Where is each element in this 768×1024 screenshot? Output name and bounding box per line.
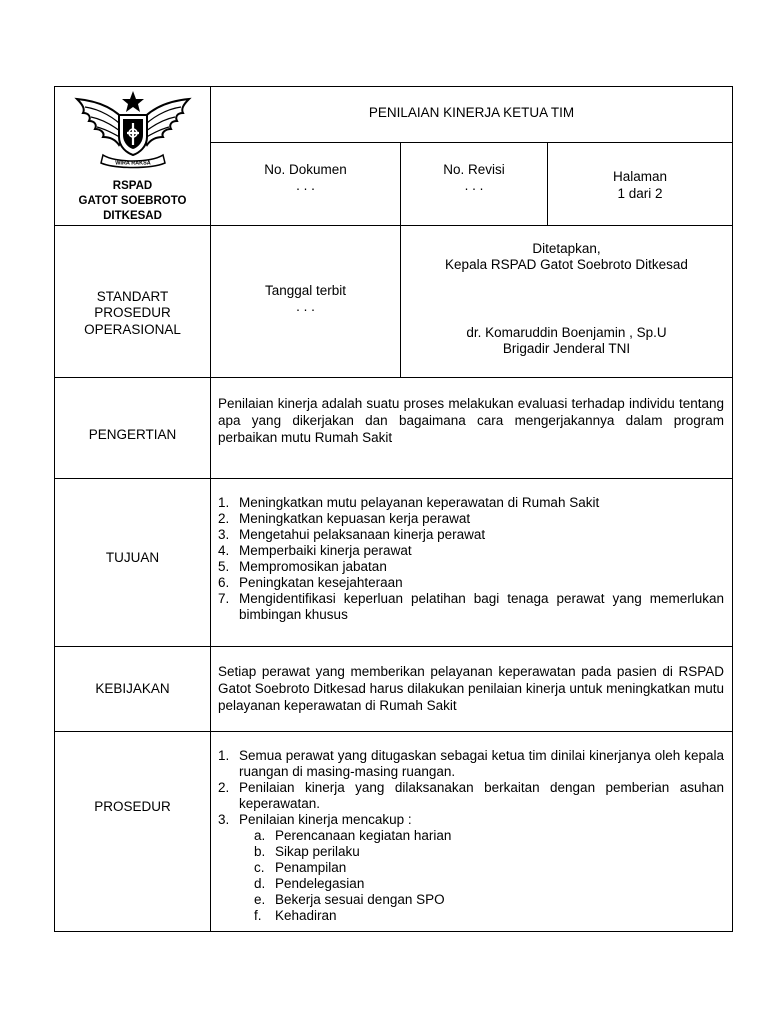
list-item-text: Mempromosikan jabatan: [239, 559, 387, 574]
tanggal-terbit-cell: [211, 226, 401, 378]
sublist-item: [218, 844, 732, 860]
approval-cell: [401, 226, 733, 378]
kepala-text: Kepala RSPAD Gatot Soebroto Ditkesad: [445, 257, 688, 272]
list-item-text: Mengidentifikasi keperluan pelatihan bagi tenaga perawat yang memerlukan bimbingan khusus: [239, 591, 724, 622]
org-name-line: DITKESAD: [103, 210, 162, 222]
halaman-value: 1 dari 2: [617, 186, 663, 201]
prosedur-list-cell: [211, 732, 733, 932]
list-item-text: Meningkatkan mutu pelayanan keperawatan di Rumah Sakit: [239, 495, 600, 510]
organization-name: [55, 179, 210, 224]
list-item: [218, 575, 724, 591]
list-item-text: Memperbaiki kinerja perawat: [239, 543, 412, 558]
list-item: [218, 511, 724, 527]
list-number: 2.: [218, 780, 230, 795]
sublist-item: [218, 908, 732, 924]
org-name-line: GATOT SOEBROTO: [78, 195, 187, 207]
sublist-item-text: Sikap perilaku: [275, 844, 360, 859]
sop-table: [54, 86, 733, 932]
logo-cell: [55, 87, 211, 226]
list-number: 5.: [218, 559, 230, 574]
sublist-letter: a.: [254, 828, 266, 843]
halaman-cell: [548, 143, 733, 226]
no-revisi-label: No. Revisi: [443, 162, 505, 177]
list-number: 7.: [218, 591, 230, 606]
sop-label-line: PROSEDUR: [94, 305, 171, 321]
list-number: 6.: [218, 575, 230, 590]
list-item: [218, 591, 724, 623]
no-revisi-cell: [401, 143, 548, 226]
tanggal-terbit-label: Tanggal terbit: [264, 282, 347, 298]
sublist-item: [218, 876, 732, 892]
no-dokumen-value: . . .: [296, 178, 315, 193]
sublist-item: [218, 892, 732, 908]
sublist-letter: d.: [254, 876, 266, 891]
sublist-letter: e.: [254, 892, 266, 907]
list-item: [218, 527, 724, 543]
sublist-item: [218, 828, 732, 844]
list-item-text: Penilaian kinerja mencakup :: [239, 812, 412, 827]
rspad-emblem-logo: [69, 89, 197, 171]
list-item: [218, 812, 724, 828]
sublist-letter: b.: [254, 844, 266, 859]
no-dokumen-label: No. Dokumen: [264, 162, 347, 177]
halaman-label: Halaman: [612, 169, 668, 184]
list-item-text: Meningkatkan kepuasan kerja perawat: [239, 511, 471, 526]
sop-label-line: STANDART: [96, 288, 169, 304]
list-number: 1.: [218, 495, 230, 510]
kebijakan-label: KEBIJAKAN: [55, 647, 211, 732]
list-number: 3.: [218, 527, 230, 542]
list-item: [218, 780, 724, 812]
list-item: [218, 495, 724, 511]
sublist-letter: c.: [254, 860, 265, 875]
document-title: PENILAIAN KINERJA KETUA TIM: [211, 87, 733, 143]
logo-motto: WIRA RAKSA: [115, 160, 151, 167]
list-item: [218, 543, 724, 559]
tanggal-terbit-value: . . .: [296, 298, 315, 314]
sublist-letter: f.: [254, 908, 262, 923]
sublist-item: [218, 860, 732, 876]
tujuan-list-cell: [211, 479, 733, 647]
prosedur-label: PROSEDUR: [55, 732, 211, 932]
sublist-item-text: Perencanaan kegiatan harian: [275, 828, 452, 843]
list-item-text: Penilaian kinerja yang dilaksanakan berkaitan dengan pemberian asuhan keperawatan.: [239, 780, 724, 811]
pengertian-text-cell: [211, 378, 733, 479]
list-item: [218, 748, 724, 780]
no-revisi-value: . . .: [464, 178, 484, 193]
list-item-text: Semua perawat yang ditugaskan sebagai ketua tim dinilai kinerjanya oleh kepala ruangan di masing-masing ruangan.: [239, 748, 724, 779]
pengertian-text: Penilaian kinerja adalah suatu proses melakukan evaluasi terhadap individu tentang apa yang dikerjakan dan bagaimana cara mengerjakannya dalam program perbaikan mutu Rumah Sakit: [218, 396, 724, 445]
list-item: [218, 559, 724, 575]
list-number: 1.: [218, 748, 230, 763]
kebijakan-text-cell: [211, 647, 733, 732]
list-item-text: Peningkatan kesejahteraan: [239, 575, 403, 590]
sublist-item-text: Penampilan: [275, 860, 347, 875]
signer-rank: Brigadir Jenderal TNI: [502, 341, 631, 356]
list-item-text: Mengetahui pelaksanaan kinerja perawat: [239, 527, 486, 542]
sublist-item-text: Kehadiran: [275, 908, 337, 923]
sublist-item-text: Bekerja sesuai dengan SPO: [275, 892, 445, 907]
list-number: 4.: [218, 543, 230, 558]
ditetapkan-text: Ditetapkan,: [532, 241, 601, 256]
sop-label-line: OPERASIONAL: [84, 321, 181, 337]
pengertian-label: PENGERTIAN: [55, 378, 211, 479]
signer-name: dr. Komaruddin Boenjamin , Sp.U: [466, 325, 667, 340]
org-name-line: RSPAD: [112, 180, 153, 192]
sublist-item-text: Pendelegasian: [275, 876, 365, 891]
list-number: 2.: [218, 511, 230, 526]
list-number: 3.: [218, 812, 230, 827]
sop-label: [55, 226, 211, 378]
prosedur-list: [211, 748, 732, 828]
tujuan-label: TUJUAN: [55, 479, 211, 647]
no-dokumen-cell: [211, 143, 401, 226]
tujuan-list: [211, 495, 732, 623]
prosedur-sublist: [211, 828, 732, 924]
kebijakan-text: Setiap perawat yang memberikan pelayanan keperawatan pada pasien di RSPAD Gatot Soebroto Ditkesad harus dilakukan penilaian kinerja untuk meningkatkan mutu pelayanan keperawatan di Rumah Sakit: [218, 664, 724, 713]
